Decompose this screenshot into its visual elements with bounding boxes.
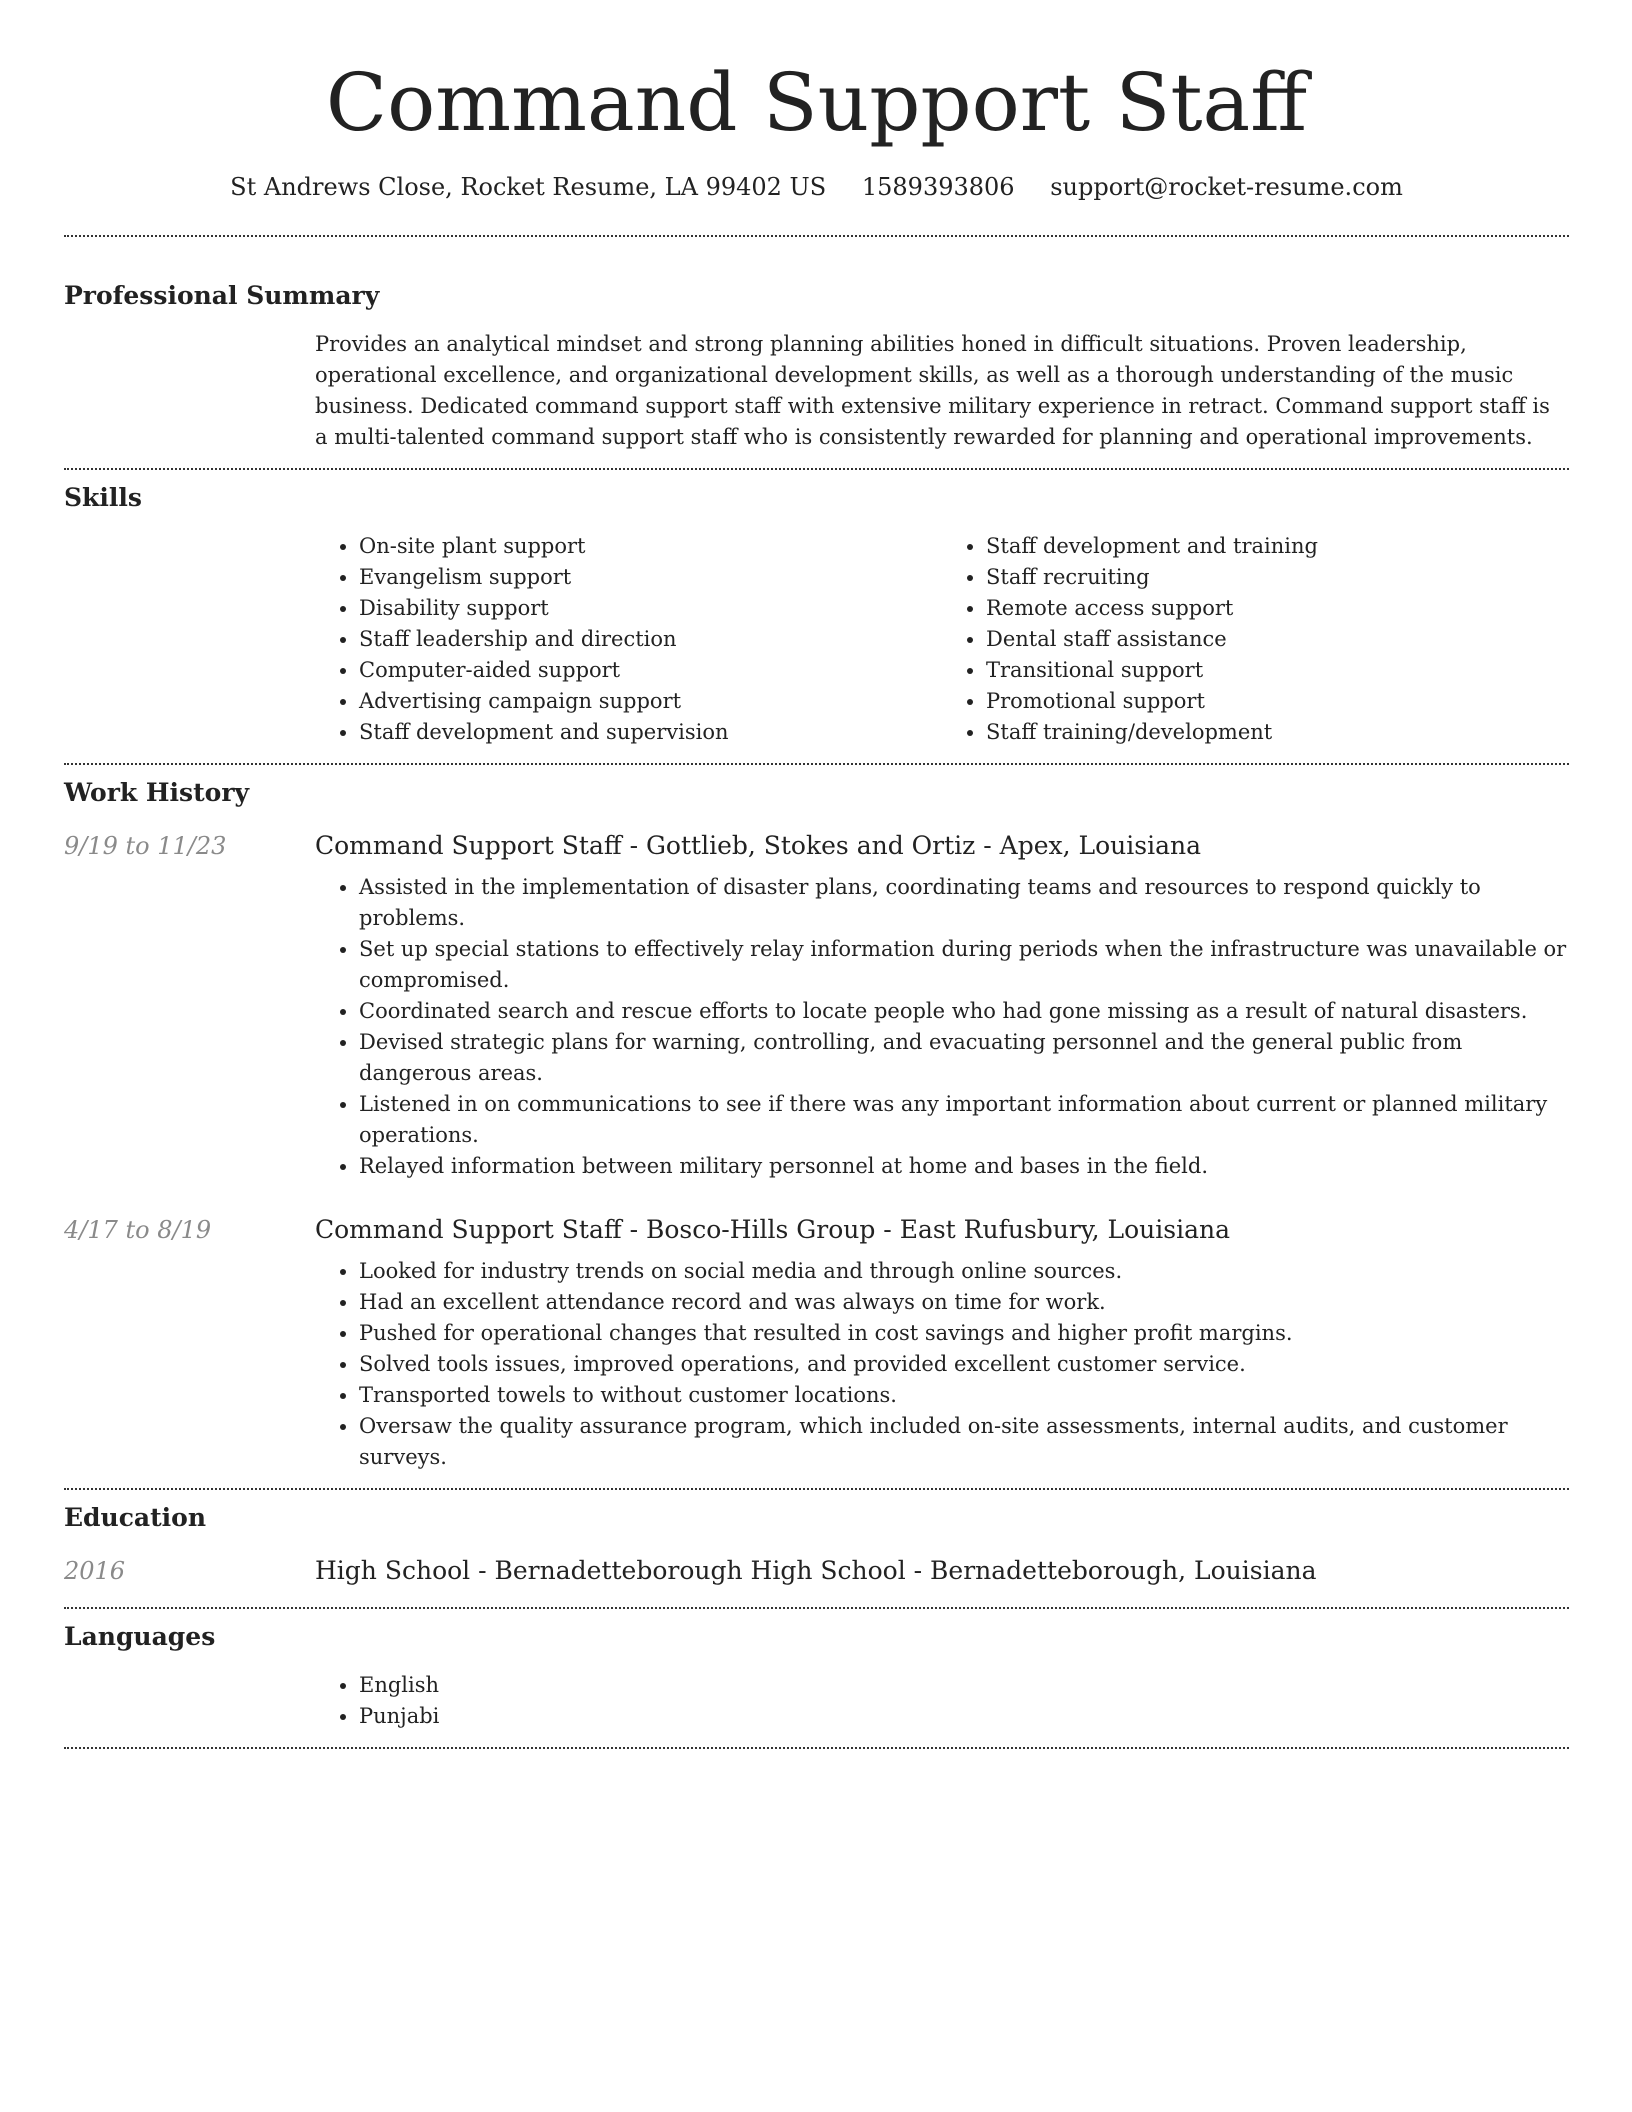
divider bbox=[64, 763, 1569, 765]
job-bullets bbox=[315, 1256, 1569, 1473]
job-title: Command Support Staff - Gottlieb, Stokes and Ortiz - Apex, Louisiana bbox=[315, 831, 1201, 860]
language-item: • Punjabi bbox=[359, 1701, 1569, 1732]
education-header bbox=[64, 1556, 1569, 1585]
summary-body bbox=[315, 329, 1569, 453]
skill-item: • Computer-aided support bbox=[359, 655, 942, 686]
education-section bbox=[64, 1500, 1569, 1585]
section-title-skills: Skills bbox=[64, 483, 142, 512]
skill-item: • Promotional support bbox=[986, 686, 1569, 717]
section-title-languages: Languages bbox=[64, 1622, 216, 1651]
skill-item: • Staff development and training bbox=[986, 531, 1569, 562]
divider bbox=[64, 1747, 1569, 1749]
job-bullet: • Looked for industry trends on social media and through online sources. bbox=[359, 1256, 1569, 1287]
candidate-name: Command Support Staff bbox=[325, 56, 1308, 149]
skill-item: • Disability support bbox=[359, 593, 942, 624]
job-body bbox=[315, 872, 1569, 1182]
job-bullet: • Pushed for operational changes that resulted in cost savings and higher profit margins. bbox=[359, 1318, 1569, 1349]
job-entry bbox=[64, 831, 1569, 1182]
skill-item: • Staff development and supervision bbox=[359, 717, 942, 748]
skill-item: • Staff recruiting bbox=[986, 562, 1569, 593]
skill-item: • Remote access support bbox=[986, 593, 1569, 624]
resume-header bbox=[64, 0, 1569, 204]
divider bbox=[64, 468, 1569, 470]
skill-item: • On-site plant support bbox=[359, 531, 942, 562]
skill-item: • Advertising campaign support bbox=[359, 686, 942, 717]
job-header bbox=[64, 831, 1569, 860]
job-dates: 4/17 to 8/19 bbox=[64, 1216, 212, 1244]
resume-page bbox=[64, 0, 1569, 1749]
summary-text: Provides an analytical mindset and strong planning abilities honed in difficult situations. Proven leadership, operational excellence, and organizational development skills, as well as a thorough understanding of the music business. Dedicated command support staff with extensive military experience in retract. Command support staff is a multi-talented command support staff who is consistently rewarded for planning and operational improvements. bbox=[315, 332, 1550, 449]
skill-item: • Dental staff assistance bbox=[986, 624, 1569, 655]
job-title: Command Support Staff - Bosco-Hills Group - East Rufusbury, Louisiana bbox=[315, 1215, 1231, 1244]
job-bullets bbox=[315, 872, 1569, 1182]
job-body bbox=[315, 1256, 1569, 1473]
section-title-education: Education bbox=[64, 1503, 207, 1532]
skills-left-list bbox=[315, 531, 942, 748]
job-bullet: • Listened in on communications to see if there was any important information about current or planned military operations. bbox=[359, 1089, 1569, 1151]
divider bbox=[64, 1607, 1569, 1609]
job-entry bbox=[64, 1215, 1569, 1473]
job-bullet: • Set up special stations to effectively relay information during periods when the infrastructure was unavailable or compromised. bbox=[359, 934, 1569, 996]
skills-section bbox=[64, 480, 1569, 748]
skill-item: • Staff leadership and direction bbox=[359, 624, 942, 655]
languages-list bbox=[315, 1670, 1569, 1732]
job-header bbox=[64, 1215, 1569, 1244]
divider bbox=[64, 235, 1569, 237]
contact-phone: 1589393806 bbox=[861, 173, 1015, 201]
contact-line bbox=[64, 170, 1569, 204]
work-section bbox=[64, 775, 1569, 1473]
languages-body bbox=[315, 1670, 1569, 1732]
skill-item: • Transitional support bbox=[986, 655, 1569, 686]
education-year: 2016 bbox=[64, 1557, 126, 1585]
skills-right-list bbox=[942, 531, 1569, 748]
divider bbox=[64, 1488, 1569, 1490]
job-bullet: • Coordinated search and rescue efforts to locate people who had gone missing as a result of natural disasters. bbox=[359, 996, 1569, 1027]
job-bullet: • Oversaw the quality assurance program, which included on-site assessments, internal audits, and customer surveys. bbox=[359, 1411, 1569, 1473]
education-title: High School - Bernadetteborough High School - Bernadetteborough, Louisiana bbox=[315, 1556, 1317, 1585]
job-bullet: • Had an excellent attendance record and was always on time for work. bbox=[359, 1287, 1569, 1318]
education-entry bbox=[64, 1556, 1569, 1585]
job-bullet: • Transported towels to without customer locations. bbox=[359, 1380, 1569, 1411]
job-bullet: • Devised strategic plans for warning, controlling, and evacuating personnel and the general public from dangerous areas. bbox=[359, 1027, 1569, 1089]
contact-email: support@rocket-resume.com bbox=[1050, 173, 1403, 201]
job-bullet: • Assisted in the implementation of disaster plans, coordinating teams and resources to respond quickly to problems. bbox=[359, 872, 1569, 934]
skill-item: • Evangelism support bbox=[359, 562, 942, 593]
job-bullet: • Solved tools issues, improved operations, and provided excellent customer service. bbox=[359, 1349, 1569, 1380]
summary-section bbox=[64, 278, 1569, 453]
job-bullet: • Relayed information between military personnel at home and bases in the field. bbox=[359, 1151, 1569, 1182]
job-dates: 9/19 to 11/23 bbox=[64, 832, 227, 860]
languages-section bbox=[64, 1619, 1569, 1732]
skill-item: • Staff training/development bbox=[986, 717, 1569, 748]
skills-grid bbox=[315, 531, 1569, 748]
section-title-work: Work History bbox=[64, 778, 250, 807]
contact-address: St Andrews Close, Rocket Resume, LA 99402 US bbox=[230, 173, 827, 201]
section-title-summary: Professional Summary bbox=[64, 281, 380, 310]
language-item: • English bbox=[359, 1670, 1569, 1701]
